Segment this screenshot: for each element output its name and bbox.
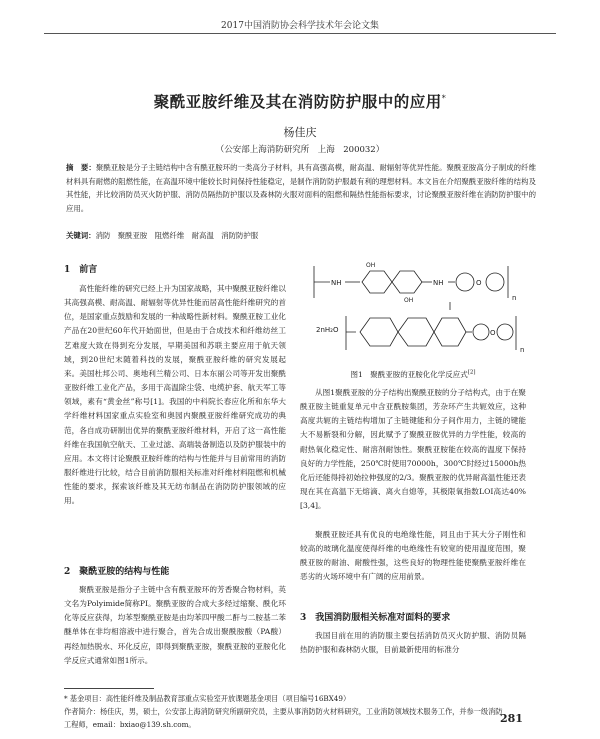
right-paragraph-1 — [300, 386, 526, 513]
label-o-2: O — [490, 329, 496, 337]
phenyl-ring-upper-1 — [456, 273, 474, 291]
section-1-title: 1 前言 — [64, 265, 98, 275]
section-1-body: 高性能纤维的研究已经上升为国家战略，其中聚酰亚胺纤维以其高强高模、耐高温、耐辐射等优异性能而居高性能纤维研究的首位，是国家重点鼓励和发展的一种战略性新材料。聚酰亚胺工业化产品在20世纪60年代开始面世，但是由于合成技术和纤维纺丝工艺难度大致在得到充分发展，早期美国和苏联主要应用于航天领域，到20世纪末随着科技的发展，聚酰亚胺纤维的研究发展起来。美国杜邦公司、奥地利兰精公司、日本东丽公司等开发出聚酰亚胺纤维工业化产品，多用于高温除尘袋、电缆护套、航天军工等领域，素有“黄金丝”称号[1]。我国的中科院长春应化所和东华大学纤维材料国家重点实验室和奥园内聚酰亚胺纤维研究成功的典范，各自成功研制出优异的聚酰亚胺纤维材料，开启了这一高性能纤维在我国航空航天、工业过滤、高端装备制造以及防护服装中的应用。本文将讨论聚酰亚胺纤维的结构与性能并与目前常用的消防服纤维进行比较，结合目前消防服相关标准对纤维材料阻燃和机械性能的要求，探索该纤维及其无纺布制品在消防防护服领域的应用。 — [64, 284, 286, 506]
header-rule — [44, 33, 556, 34]
imide-ring-1 — [360, 318, 398, 346]
phenyl-ring-lower-1 — [473, 324, 489, 340]
caption-ref: [2] — [467, 369, 476, 376]
benzene-ring-upper-2 — [392, 271, 422, 293]
section-3 — [300, 610, 526, 657]
keywords-label: 关键词： — [66, 231, 96, 240]
abstract — [66, 161, 536, 215]
caption-text: 图1 聚酰亚胺的亚胺化化学反应式 — [350, 370, 468, 379]
paper-title — [0, 90, 600, 112]
electrical-properties-text: 聚酰亚胺还具有优良的电绝缘性能，同且由于其大分子刚性和较高的玻璃化温度使得纤维的电绝缘性有较宽的使用温度范围，聚酰亚胺的耐油、耐酸性强，这些良好的物理性能使聚酰亚胺纤维在恶劣的火场环境中有广阔的应用前景。 — [300, 530, 526, 582]
label-oh-1: OH — [366, 262, 376, 269]
structure-analysis-text: 从图1聚酰亚胺的分子结构出聚酰亚胺的分子结构式，由于在聚酰亚胺主链重复单元中含亚酰胺集团，芳杂环产生共轭效应，这种高度共轭的主链结构增加了主链键能和分子间作用力，主链的键能大不易断裂和分解，因此赋予了聚酰亚胺优异的力学性能，较高的耐热氧化稳定性、耐溶剂耐蚀性。聚酰亚胺能在较高的温度下保持良好的力学性能，250℃时使用70000h，300℃时经过15000h热化后还能得持初始拉伸强度的2/3。聚酰亚胺的优异耐高温性能还表现在其在高温下无熔滴、离火自熄等，其极限氧指数LOI高达40%[3,4]。 — [300, 388, 526, 511]
phenyl-ring-upper-2 — [486, 273, 504, 291]
label-water-multiplier: 2nH₂O — [316, 326, 339, 334]
footnote-rule — [64, 688, 154, 689]
repeat-n-upper: n — [512, 294, 517, 302]
imidization-reaction-diagram — [300, 258, 532, 368]
imide-ring-2 — [398, 318, 434, 346]
keywords — [66, 229, 536, 242]
section-3-title: 3 我国消防服相关标准对面料的要求 — [300, 613, 451, 623]
section-2 — [64, 564, 286, 668]
section-1 — [64, 262, 286, 509]
footnote-fund: * 基金项目：高性能纤维及制品教育部重点实验室开放课题基金项目（项目编号16BX49） — [64, 694, 351, 703]
right-paragraph-2 — [300, 528, 526, 585]
keywords-text: 消防 聚酰亚胺 阻燃纤维 耐高温 消防防护服 — [95, 231, 259, 240]
label-nh-2: NH — [433, 279, 444, 287]
phenyl-ring-lower-2 — [497, 324, 513, 340]
title-text: 聚酰亚胺纤维及其在消防防护服中的应用 — [153, 92, 442, 111]
label-oh-2: OH — [404, 297, 414, 304]
section-2-body: 聚酰亚胺是指分子主链中含有酰亚胺环的芳香聚合物材料，英文名为Polyimide简称PI。聚酰亚胺的合成大多经过缩聚、酰化环化等反应获得，均苯型聚酰亚胺是由均苯四甲酸二酐与二胺基二苯醚单体在非均相溶液中进行聚合，首先合成出聚酰胺酸（PA酸）再经加热脱水、环化反应，即得到聚酰亚胺，聚酰亚胺的亚胺化化学反应式通常如图1所示。 — [64, 585, 286, 665]
benzene-ring-upper-1 — [362, 271, 392, 293]
running-header: 2017中国消防协会科学技术年会论文集 — [221, 21, 379, 31]
section-2-title: 2 聚酰亚胺的结构与性能 — [64, 567, 170, 577]
author-affiliation: （公安部上海消防研究所 上海 200032） — [215, 145, 385, 155]
footnote-author: 作者简介：杨佳庆，男，硕士，公安部上海消防研究所副研究员，主要从事消防防火材料研究，工业消防领域技术服务工作，并参一级消防工程师，email：bxiao@139.sh.com。 — [64, 707, 503, 729]
label-o-1: O — [476, 279, 482, 287]
section-3-body: 我国目前在用的消防服主要包括消防员灭火防护服、消防员隔热防护服和森林防火服，目前最新使用的标准分 — [300, 631, 526, 655]
author-name: 杨佳庆 — [283, 126, 317, 139]
figure-1-caption — [300, 369, 526, 380]
imide-ring-3 — [434, 318, 466, 346]
abstract-text: 聚酰亚胺是分子主链结构中含有酰亚胺环的一类高分子材料，具有高强高模，耐高温、耐辐射等优异性能。聚酰亚胺高分子制成的纤维材料具有耐燃的阻燃性能，在高温环境中能较长时间保持性能稳定，是制作消防防护服最有利的理想材料。本文旨在介绍聚酰亚胺纤维的结构及其性能，并比较消防员灭火防护服、消防员隔热防护服以及森林防火服对面料的阻燃和隔热性能指标要求，讨论聚酰亚胺纤维在消防防护服中的应用。 — [66, 163, 536, 213]
figure-1 — [300, 258, 532, 368]
title-footnote-mark: * — [441, 93, 447, 103]
page-number: 281 — [500, 712, 523, 725]
abstract-label: 摘 要： — [66, 163, 96, 172]
label-nh-1: NH — [331, 279, 342, 287]
repeat-n-lower: n — [520, 346, 525, 354]
